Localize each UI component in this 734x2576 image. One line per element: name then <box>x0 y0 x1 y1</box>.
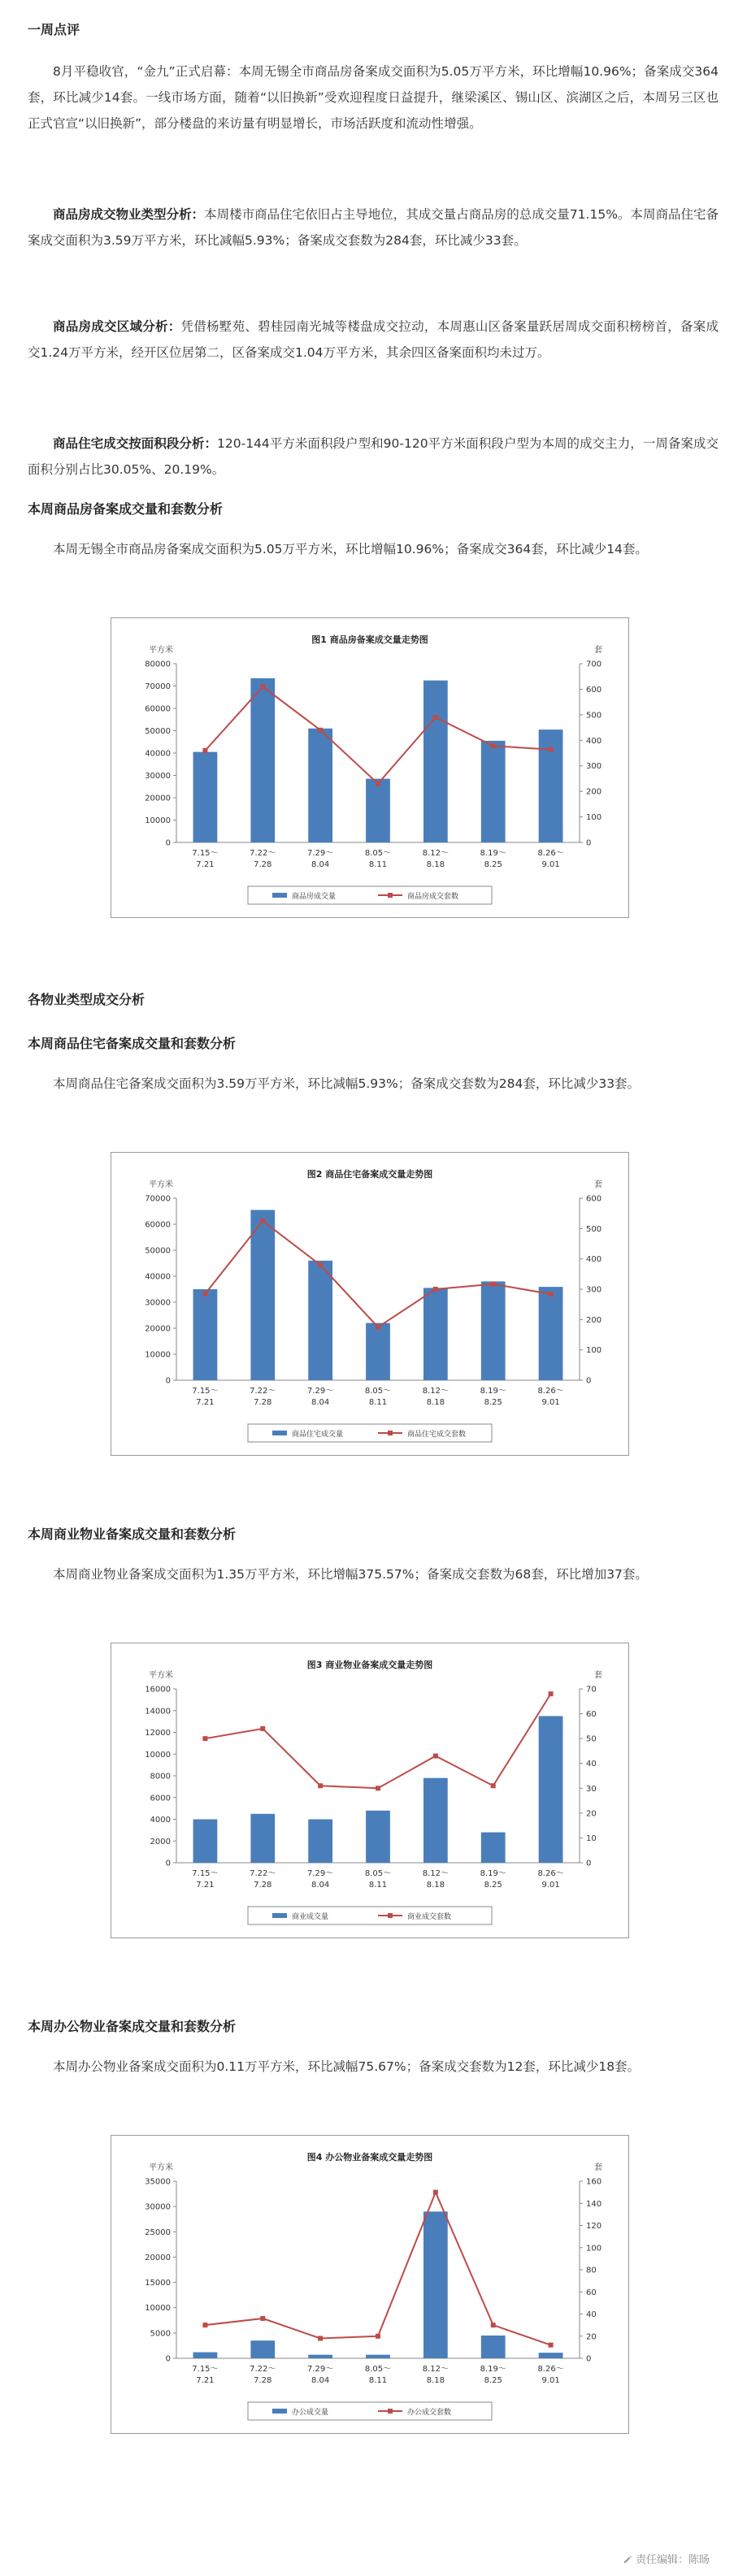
type-analysis-paragraph <box>28 201 719 253</box>
x-tick-label: 8.25 <box>484 1881 502 1890</box>
y-left-tick-label: 16000 <box>145 1685 171 1695</box>
area-analysis-lead: 商品房成交区域分析： <box>53 319 181 334</box>
y-right-tick-label: 0 <box>586 1859 592 1868</box>
x-tick-label: 7.15～ <box>192 1869 219 1878</box>
x-tick-label: 7.21 <box>196 1398 215 1407</box>
x-tick-label: 8.11 <box>368 1398 388 1407</box>
area-analysis-paragraph <box>28 314 719 366</box>
x-tick-label: 7.21 <box>196 860 215 869</box>
x-tick-label: 7.28 <box>254 860 272 869</box>
x-tick-label: 9.01 <box>541 1398 560 1407</box>
legend-bar-swatch <box>272 2409 287 2414</box>
legend-bar-swatch <box>272 1431 287 1435</box>
y-left-tick-label: 8000 <box>150 1772 171 1782</box>
y-left-tick-label: 14000 <box>145 1707 171 1717</box>
bar <box>423 681 448 842</box>
y-left-tick-label: 20000 <box>145 2253 171 2262</box>
y-left-tick-label: 20000 <box>145 794 171 803</box>
y-right-tick-label: 300 <box>586 762 602 772</box>
bar <box>193 2353 218 2358</box>
x-tick-label: 7.29～ <box>307 2365 334 2374</box>
x-tick-label: 8.05～ <box>364 1387 392 1396</box>
x-tick-label: 8.18 <box>426 1398 445 1407</box>
legend-line-marker <box>388 1431 393 1435</box>
chart-title: 图3 商业物业备案成交量走势图 <box>306 1660 433 1670</box>
y-axis-left-label: 平方米 <box>149 646 173 655</box>
y-right-tick-label: 20 <box>586 1809 597 1819</box>
x-tick-label: 7.29～ <box>307 849 334 858</box>
line-point <box>318 2336 323 2340</box>
x-tick-label: 7.21 <box>196 1881 215 1890</box>
y-axis-right-label: 套 <box>594 1180 602 1189</box>
x-tick-label: 8.12～ <box>422 2365 449 2374</box>
line-point <box>202 2323 207 2327</box>
chart-1-frame <box>111 617 629 918</box>
line-point <box>549 1691 554 1696</box>
y-left-tick-label: 6000 <box>150 1794 171 1803</box>
y-right-tick-label: 600 <box>586 1194 602 1204</box>
y-left-tick-label: 4000 <box>150 1816 171 1825</box>
bar <box>481 2336 506 2358</box>
y-left-tick-label: 30000 <box>145 1298 171 1308</box>
section2-paragraph: 本周商品住宅备案成交面积为3.59万平方米，环比减幅5.93%；备案成交套数为284套，环比减少33套。 <box>53 1076 641 1091</box>
y-right-tick-label: 200 <box>586 1315 602 1325</box>
x-tick-label: 8.11 <box>368 860 388 869</box>
bar <box>193 1820 218 1864</box>
chart-2-frame <box>111 1152 629 1456</box>
y-left-tick-label: 70000 <box>145 1194 171 1204</box>
x-tick-label: 8.26～ <box>537 1387 564 1396</box>
x-tick-label: 8.04 <box>311 860 330 869</box>
legend-line-label: 商业成交套数 <box>407 1913 452 1921</box>
line-point <box>433 1754 438 1759</box>
y-left-tick-label: 50000 <box>145 727 171 736</box>
x-tick-label: 8.26～ <box>537 849 564 858</box>
y-left-tick-label: 40000 <box>145 1272 171 1282</box>
line-point <box>202 1736 207 1741</box>
y-right-tick-label: 40 <box>586 1760 597 1769</box>
y-left-tick-label: 80000 <box>145 660 171 669</box>
x-tick-label: 7.28 <box>254 2376 272 2385</box>
line-point <box>260 1219 265 1223</box>
bar <box>193 1289 218 1380</box>
line-point <box>318 728 323 733</box>
y-right-tick-label: 70 <box>586 1685 597 1695</box>
bar <box>308 1820 332 1864</box>
chart-3 <box>111 1643 628 1937</box>
bar <box>423 1778 448 1863</box>
legend-bar-swatch <box>272 1913 287 1918</box>
size-analysis-lead: 商品住宅成交按面积段分析： <box>53 436 218 451</box>
bar <box>308 1261 332 1380</box>
y-left-tick-label: 35000 <box>145 2177 171 2187</box>
x-tick-label: 8.26～ <box>537 2365 564 2374</box>
line-point <box>549 1292 554 1297</box>
bar <box>423 2211 448 2358</box>
x-tick-label: 9.01 <box>541 1881 560 1890</box>
y-right-tick-label: 300 <box>586 1285 602 1295</box>
x-tick-label: 8.05～ <box>364 1869 392 1878</box>
legend-line-label: 商品房成交套数 <box>407 893 459 901</box>
x-tick-label: 8.12～ <box>422 849 449 858</box>
x-tick-label: 7.22～ <box>250 2365 276 2374</box>
x-tick-label: 9.01 <box>541 860 560 869</box>
y-left-tick-label: 40000 <box>145 749 171 759</box>
y-left-tick-label: 0 <box>165 838 171 848</box>
x-tick-label: 7.15～ <box>192 2365 219 2374</box>
y-right-tick-label: 140 <box>586 2199 602 2209</box>
section3-heading: 本周商业物业备案成交量和套数分析 <box>28 1526 237 1542</box>
editor-name: 责任编辑：陈旸 <box>635 2554 710 2566</box>
y-left-tick-label: 10000 <box>145 1750 171 1760</box>
editor-credit <box>623 2551 710 2566</box>
series-line <box>205 2193 550 2345</box>
chart-4-frame <box>111 2135 629 2434</box>
x-tick-label: 8.26～ <box>537 1869 564 1878</box>
y-left-tick-label: 60000 <box>145 1220 171 1230</box>
weekly-review-heading: 一周点评 <box>28 22 80 37</box>
x-tick-label: 7.28 <box>254 1881 272 1890</box>
y-right-tick-label: 400 <box>586 1255 602 1265</box>
y-left-tick-label: 0 <box>165 1376 171 1386</box>
y-left-tick-label: 60000 <box>145 704 171 714</box>
line-point <box>202 1292 207 1297</box>
y-left-tick-label: 5000 <box>150 2329 171 2339</box>
y-axis-right-label: 套 <box>594 646 602 655</box>
y-right-tick-label: 100 <box>586 2244 602 2253</box>
line-point <box>433 715 438 720</box>
section3-paragraph: 本周商业物业备案成交面积为1.35万平方米，环比增幅375.57%；备案成交套数为68套，环比增加37套。 <box>53 1567 648 1582</box>
y-right-tick-label: 120 <box>586 2222 602 2231</box>
x-tick-label: 8.19～ <box>480 1387 506 1396</box>
type-analysis-text: 本周楼市商品住宅依旧占主导地位，其成交量占商品房的总成交量71.15%。本周商品住宅备案成交面积为3.59万平方米，环比减幅5.93%；备案成交套数为284套，环比减少33套。 <box>28 207 719 248</box>
y-left-tick-label: 70000 <box>145 682 171 691</box>
y-right-tick-label: 40 <box>586 2310 597 2319</box>
y-right-tick-label: 100 <box>586 1346 602 1356</box>
legend-line-marker <box>388 2409 393 2414</box>
bar <box>366 2355 390 2358</box>
line-point <box>376 1325 380 1330</box>
y-right-tick-label: 500 <box>586 711 602 721</box>
x-tick-label: 8.04 <box>311 1881 330 1890</box>
y-right-tick-label: 160 <box>586 2177 602 2187</box>
x-tick-label: 8.18 <box>426 2376 445 2385</box>
legend-line-marker <box>388 893 393 898</box>
y-right-tick-label: 400 <box>586 736 602 746</box>
intro-paragraph: 8月平稳收官，“金九”正式启幕：本周无锡全市商品房备案成交面积为5.05万平方米，环比增幅10.96%；备案成交364套，环比减少14套。一线市场方面，随着“以旧换新”受欢迎程度日益提升，继梁溪区、锡山区、滨湖区之后，本周另三区也正式官宣“以旧换新”，部分楼盘的来访量有明显增长，市场活跃度和流动性增强。 <box>28 64 719 131</box>
x-tick-label: 8.04 <box>311 2376 330 2385</box>
x-tick-label: 8.18 <box>426 860 445 869</box>
x-tick-label: 7.22～ <box>250 1869 276 1878</box>
x-tick-label: 7.22～ <box>250 1387 276 1396</box>
x-tick-label: 8.19～ <box>480 2365 506 2374</box>
chart-title: 图4 办公物业备案成交量走势图 <box>306 2152 433 2163</box>
y-left-tick-label: 12000 <box>145 1729 171 1738</box>
y-right-tick-label: 60 <box>586 2288 597 2297</box>
y-right-tick-label: 0 <box>586 2354 592 2364</box>
y-right-tick-label: 600 <box>586 685 602 695</box>
legend-line-label: 办公成交套数 <box>407 2409 452 2417</box>
y-axis-left-label: 平方米 <box>149 2163 173 2172</box>
x-tick-label: 8.05～ <box>364 849 392 858</box>
bar <box>193 752 218 842</box>
x-tick-label: 7.15～ <box>192 1387 219 1396</box>
x-tick-label: 8.12～ <box>422 1387 449 1396</box>
legend-line-label: 商品住宅成交套数 <box>407 1431 467 1439</box>
y-right-tick-label: 10 <box>586 1834 597 1843</box>
y-axis-left-label: 平方米 <box>149 1180 173 1189</box>
y-right-tick-label: 20 <box>586 2332 597 2342</box>
y-right-tick-label: 50 <box>586 1734 597 1744</box>
x-tick-label: 8.25 <box>484 1398 502 1407</box>
x-tick-label: 8.04 <box>311 1398 330 1407</box>
section2-heading: 本周商品住宅备案成交量和套数分析 <box>28 1036 237 1051</box>
bar <box>308 2355 332 2358</box>
series-line <box>205 1694 550 1788</box>
chart-title: 图2 商品住宅备案成交量走势图 <box>306 1169 433 1180</box>
y-axis-right-label: 套 <box>594 1671 602 1680</box>
line-point <box>376 781 380 786</box>
section1-heading: 本周商品房备案成交量和套数分析 <box>28 501 224 517</box>
chart-3-frame <box>111 1643 629 1938</box>
x-tick-label: 8.25 <box>484 860 502 869</box>
line-point <box>376 2334 380 2339</box>
line-point <box>318 1262 323 1267</box>
bar <box>366 779 390 842</box>
y-left-tick-label: 30000 <box>145 772 171 781</box>
x-tick-label: 8.11 <box>368 1881 388 1890</box>
y-left-tick-label: 10000 <box>145 816 171 825</box>
y-right-tick-label: 500 <box>586 1224 602 1234</box>
y-right-tick-label: 100 <box>586 813 602 823</box>
x-tick-label: 8.19～ <box>480 1869 506 1878</box>
y-left-tick-label: 2000 <box>150 1837 171 1846</box>
x-tick-label: 7.15～ <box>192 849 219 858</box>
legend-bar-swatch <box>272 893 287 898</box>
line-point <box>549 747 554 752</box>
section4-paragraph: 本周办公物业备案成交面积为0.11万平方米，环比减幅75.67%；备案成交套数为12套，环比减少18套。 <box>53 2059 641 2074</box>
bar <box>250 678 275 842</box>
y-left-tick-label: 10000 <box>145 1350 171 1360</box>
legend-line-marker <box>388 1913 393 1918</box>
chart-1 <box>111 618 628 917</box>
y-left-tick-label: 0 <box>165 2354 171 2364</box>
line-point <box>260 684 265 689</box>
y-right-tick-label: 700 <box>586 660 602 669</box>
y-axis-right-label: 套 <box>594 2163 602 2172</box>
chart-4 <box>111 2136 628 2433</box>
chart-title: 图1 商品房备案成交量走势图 <box>311 634 428 645</box>
edit-icon <box>623 2554 632 2564</box>
line-point <box>376 1786 380 1790</box>
line-point <box>202 748 207 753</box>
size-analysis-text: 120-144平方米面积段户型和90-120平方米面积段户型为本周的成交主力，一周备案成交面积分别占比30.05%、20.19%。 <box>28 436 719 477</box>
y-right-tick-label: 80 <box>586 2266 597 2275</box>
x-tick-label: 7.21 <box>196 2376 215 2385</box>
bar <box>366 1811 390 1863</box>
line-point <box>318 1783 323 1788</box>
y-right-tick-label: 0 <box>586 1376 592 1386</box>
y-right-tick-label: 0 <box>586 838 592 848</box>
x-tick-label: 7.29～ <box>307 1869 334 1878</box>
type-analysis-lead: 商品房成交物业类型分析： <box>53 207 205 222</box>
bar <box>250 1814 275 1863</box>
y-right-tick-label: 30 <box>586 1784 597 1794</box>
line-point <box>433 1287 438 1292</box>
x-tick-label: 9.01 <box>541 2376 560 2385</box>
line-point <box>491 1783 496 1788</box>
legend-bar-label: 商品房成交量 <box>292 893 337 901</box>
bar <box>481 1281 506 1380</box>
size-analysis-paragraph <box>28 431 719 483</box>
y-left-tick-label: 15000 <box>145 2279 171 2288</box>
x-tick-label: 8.25 <box>484 2376 502 2385</box>
chart-2 <box>111 1153 628 1455</box>
legend-bar-label: 办公成交量 <box>292 2409 329 2417</box>
property-types-heading: 各物业类型成交分析 <box>28 992 145 1007</box>
y-left-tick-label: 25000 <box>145 2227 171 2237</box>
bar <box>481 741 506 842</box>
y-left-tick-label: 30000 <box>145 2202 171 2212</box>
y-left-tick-label: 50000 <box>145 1246 171 1256</box>
line-point <box>433 2190 438 2195</box>
y-right-tick-label: 200 <box>586 787 602 797</box>
x-tick-label: 8.11 <box>368 2376 388 2385</box>
y-left-tick-label: 10000 <box>145 2304 171 2314</box>
bar <box>308 729 332 842</box>
line-point <box>549 2343 554 2348</box>
y-left-tick-label: 0 <box>165 1859 171 1868</box>
y-right-tick-label: 60 <box>586 1710 597 1720</box>
line-point <box>260 1726 265 1731</box>
x-tick-label: 8.19～ <box>480 849 506 858</box>
x-tick-label: 8.18 <box>426 1881 445 1890</box>
bar <box>366 1323 390 1380</box>
section1-paragraph: 本周无锡全市商品房备案成交面积为5.05万平方米，环比增幅10.96%；备案成交364套，环比减少14套。 <box>53 542 648 556</box>
line-point <box>260 2316 265 2321</box>
line-point <box>491 743 496 748</box>
x-tick-label: 8.12～ <box>422 1869 449 1878</box>
legend-bar-label: 商业成交量 <box>292 1913 329 1921</box>
bar <box>250 1210 275 1380</box>
legend-bar-label: 商品住宅成交量 <box>292 1431 344 1439</box>
bar <box>539 1287 563 1380</box>
bar <box>539 1716 563 1863</box>
x-tick-label: 7.28 <box>254 1398 272 1407</box>
x-tick-label: 8.05～ <box>364 2365 392 2374</box>
line-point <box>491 1282 496 1287</box>
bar <box>539 730 563 842</box>
bar <box>481 1833 506 1863</box>
y-left-tick-label: 20000 <box>145 1324 171 1334</box>
x-tick-label: 7.29～ <box>307 1387 334 1396</box>
x-tick-label: 7.22～ <box>250 849 276 858</box>
section4-heading: 本周办公物业备案成交量和套数分析 <box>28 2019 237 2034</box>
y-axis-left-label: 平方米 <box>149 1671 173 1680</box>
bar <box>250 2340 275 2358</box>
area-analysis-text: 凭借杨墅苑、碧桂园南光城等楼盘成交拉动，本周惠山区备案量跃居周成交面积榜榜首，备案成交1.24万平方米，经开区位居第二，区备案成交1.04万平方米，其余四区备案面积均未过万。 <box>28 319 719 360</box>
bar <box>423 1288 448 1380</box>
line-point <box>491 2323 496 2327</box>
bar <box>539 2353 563 2358</box>
